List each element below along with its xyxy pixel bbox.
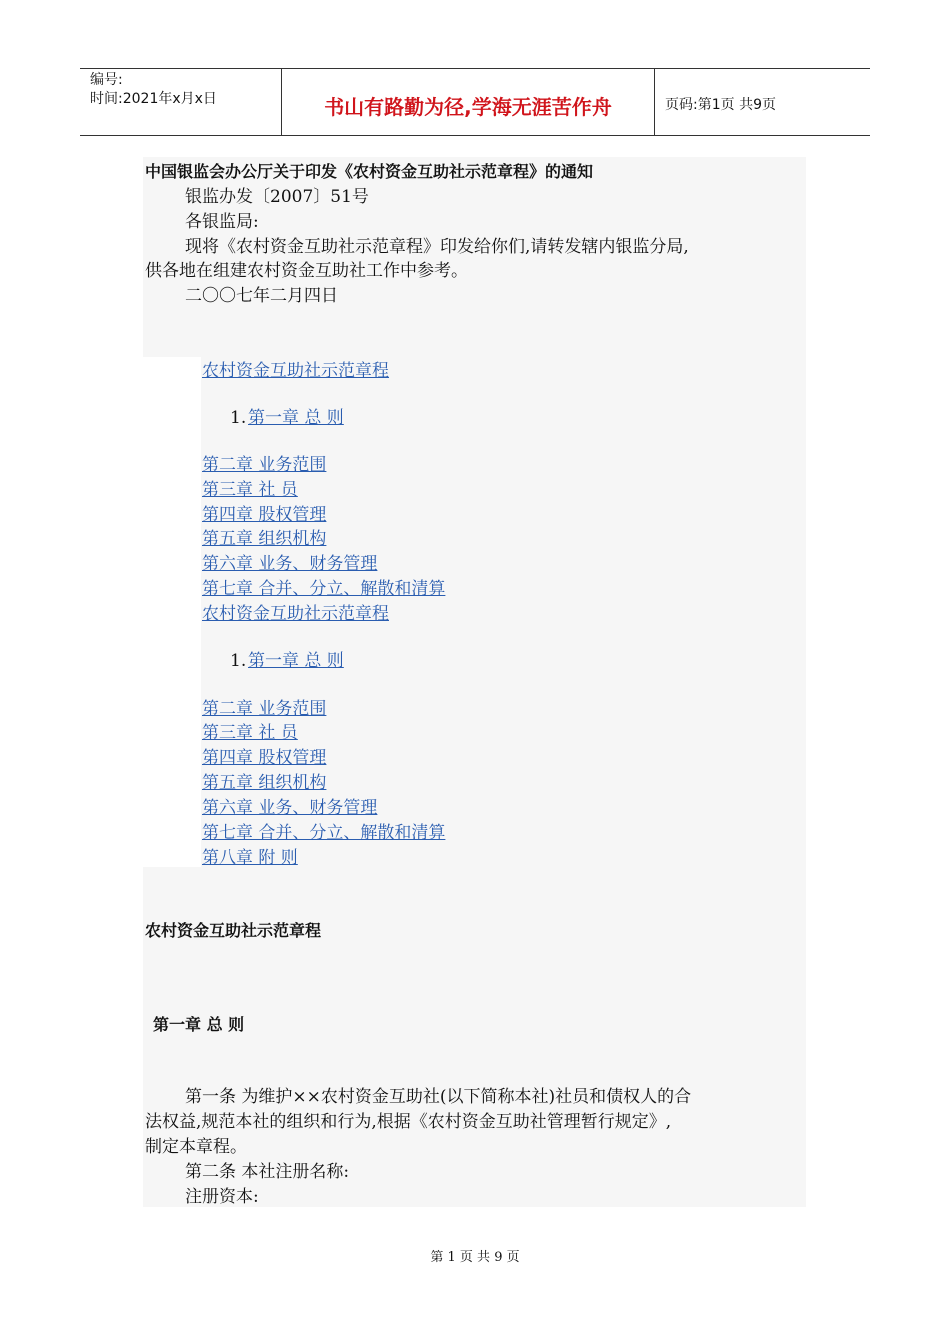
toc-link-chapter3[interactable]: 第三章 社 员	[202, 723, 298, 743]
article-text: 制定本章程。	[145, 1137, 247, 1157]
toc-link-chapter6[interactable]: 第六章 业务、财务管理	[202, 554, 378, 574]
chapter-heading: 第一章 总 则	[153, 1015, 245, 1034]
toc-link-chapter5[interactable]: 第五章 组织机构	[202, 773, 327, 793]
toc-link-chapter3[interactable]: 第三章 社 员	[202, 480, 298, 500]
toc-link-chapter1[interactable]: 第一章 总 则	[248, 651, 344, 671]
number-label: 编号:	[90, 72, 123, 88]
article-text: 法权益,规范本社的组织和行为,根据《农村资金互助社管理暂行规定》,	[145, 1112, 672, 1132]
toc-link-chapter8[interactable]: 第八章 附 则	[202, 848, 298, 868]
toc-link-chapter6[interactable]: 第六章 业务、财务管理	[202, 798, 378, 818]
doc-number: 银监办发〔2007〕51号	[185, 187, 369, 207]
article-text: 注册资本:	[185, 1187, 259, 1207]
page-footer: 第 1 页 共 9 页	[430, 1250, 520, 1265]
notice-body: 现将《农村资金互助社示范章程》印发给你们,请转发辖内银监分局,	[185, 237, 689, 257]
toc-link-chapter7[interactable]: 第七章 合并、分立、解散和清算	[202, 823, 446, 843]
toc-number: 1.	[230, 651, 247, 671]
date-label: 时间:2021年x月x日	[90, 91, 217, 107]
toc-link-chapter2[interactable]: 第二章 业务范围	[202, 699, 327, 719]
toc-link-chapter5[interactable]: 第五章 组织机构	[202, 529, 327, 549]
article-text: 第二条 本社注册名称:	[185, 1162, 350, 1182]
toc-link-title[interactable]: 农村资金互助社示范章程	[202, 361, 389, 381]
header-motto: 书山有路勤为径,学海无涯苦作舟	[282, 69, 655, 135]
toc-link-title[interactable]: 农村资金互助社示范章程	[202, 604, 389, 624]
notice-date: 二〇〇七年二月四日	[185, 286, 338, 306]
toc-link-chapter1[interactable]: 第一章 总 则	[248, 408, 344, 428]
addressee: 各银监局:	[185, 212, 259, 232]
toc-number: 1.	[230, 408, 247, 428]
toc-link-chapter4[interactable]: 第四章 股权管理	[202, 748, 327, 768]
toc-link-chapter4[interactable]: 第四章 股权管理	[202, 505, 327, 525]
notice-title: 中国银监会办公厅关于印发《农村资金互助社示范章程》的通知	[145, 162, 594, 181]
notice-body: 供各地在组建农村资金互助社工作中参考。	[145, 261, 468, 281]
toc-link-chapter2[interactable]: 第二章 业务范围	[202, 455, 327, 475]
header-page-info: 页码:第1页 共9页	[665, 97, 776, 113]
header-meta	[80, 69, 282, 135]
document-header	[80, 68, 870, 136]
toc-link-chapter7[interactable]: 第七章 合并、分立、解散和清算	[202, 579, 446, 599]
charter-title: 农村资金互助社示范章程	[145, 921, 322, 940]
article-text: 第一条 为维护××农村资金互助社(以下简称本社)社员和债权人的合	[185, 1087, 692, 1107]
